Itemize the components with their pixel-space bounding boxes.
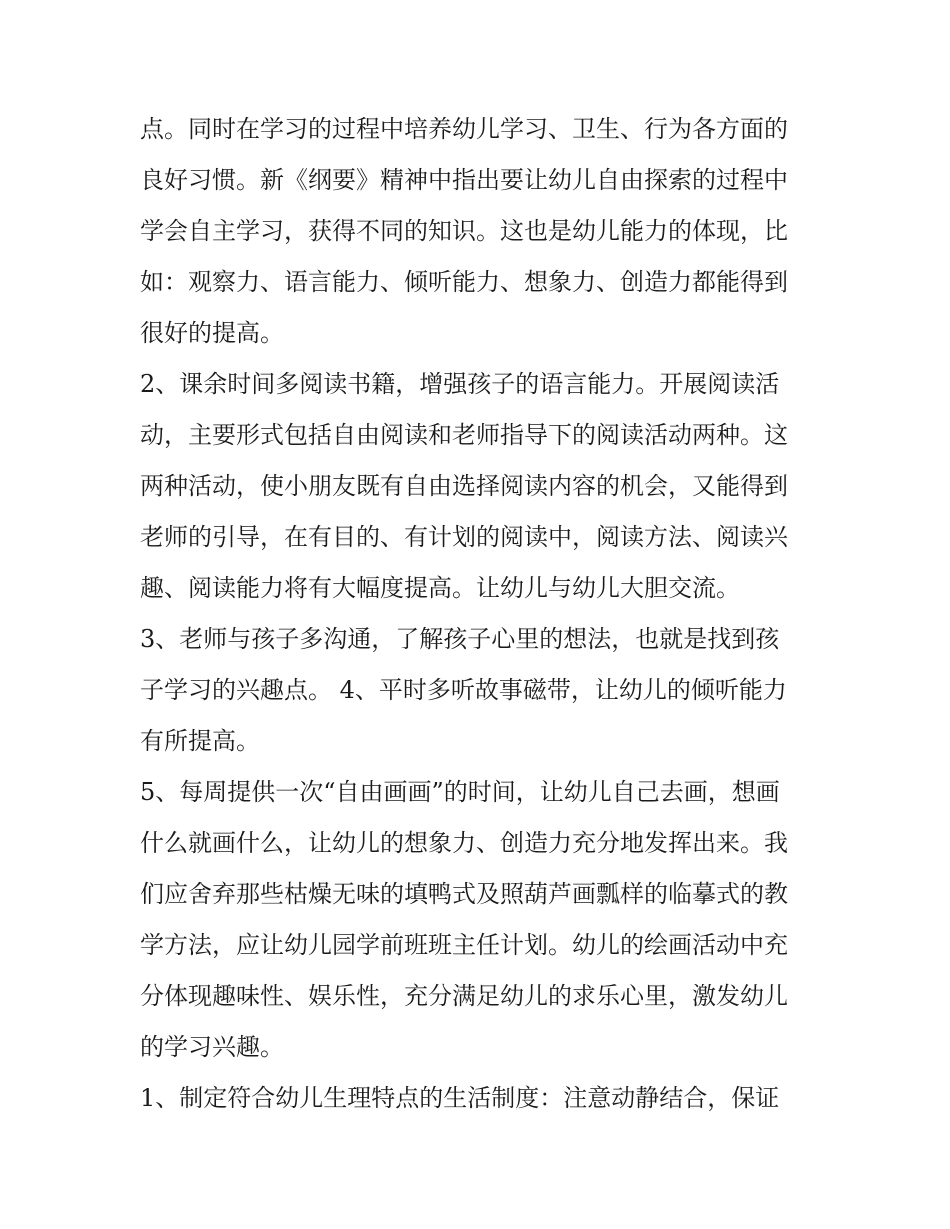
text-line: 3、老师与孩子多沟通，了解孩子心里的想法，也就是找到孩 (140, 625, 780, 653)
text-line: 1、制定符合幼儿生理特点的生活制度：注意动静结合，保证 (140, 1084, 780, 1112)
paragraph-5 (140, 1073, 812, 1124)
text-line: 有所提高。 (140, 727, 260, 755)
text-line: 学会自主学习，获得不同的知识。这也是幼儿能力的体现，比 (140, 217, 788, 245)
text-line: 什么就画什么，让幼儿的想象力、创造力充分地发挥出来。我 (140, 829, 788, 857)
text-line: 2、课余时间多阅读书籍，增强孩子的语言能力。开展阅读活 (140, 370, 780, 398)
text-line: 动，主要形式包括自由阅读和老师指导下的阅读活动两种。这 (140, 421, 788, 449)
text-line: 如：观察力、语言能力、倾听能力、想象力、创造力都能得到 (140, 268, 788, 296)
text-line: 分体现趣味性、娱乐性，充分满足幼儿的求乐心里，激发幼儿 (140, 982, 788, 1010)
text-line: 们应舍弃那些枯燥无味的填鸭式及照葫芦画瓢样的临摹式的教 (140, 880, 788, 908)
paragraph-3 (140, 614, 812, 767)
text-line: 5、每周提供一次“自由画画”的时间，让幼儿自己去画，想画 (140, 778, 780, 806)
text-line: 趣、阅读能力将有大幅度提高。让幼儿与幼儿大胆交流。 (140, 574, 740, 602)
text-line: 学方法，应让幼儿园学前班班主任计划。幼儿的绘画活动中充 (140, 931, 788, 959)
paragraph-2 (140, 359, 812, 614)
paragraph-4 (140, 767, 812, 1073)
text-line: 的学习兴趣。 (140, 1033, 284, 1061)
text-line: 很好的提高。 (140, 319, 284, 347)
text-line: 良好习惯。新《纲要》精神中指出要让幼儿自由探索的过程中 (140, 166, 788, 194)
document-body (140, 104, 812, 1124)
paragraph-1 (140, 104, 812, 359)
text-line: 两种活动，使小朋友既有自由选择阅读内容的机会，又能得到 (140, 472, 788, 500)
text-line: 子学习的兴趣点。 4、平时多听故事磁带，让幼儿的倾听能力 (140, 676, 787, 704)
text-line: 点。同时在学习的过程中培养幼儿学习、卫生、行为各方面的 (140, 115, 788, 143)
text-line: 老师的引导，在有目的、有计划的阅读中，阅读方法、阅读兴 (140, 523, 788, 551)
